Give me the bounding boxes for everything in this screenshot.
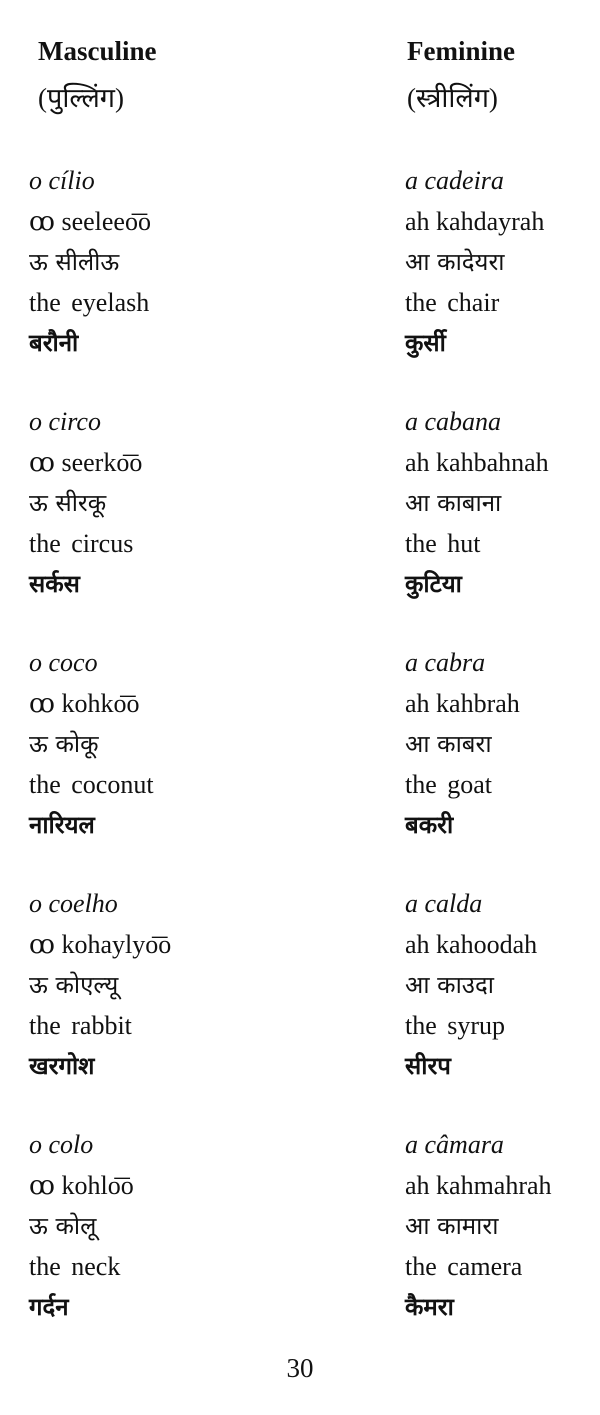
english-word: the circus — [29, 528, 134, 558]
vocab-entry — [405, 402, 600, 605]
hindi-pronunciation: ऊ कोकू — [29, 730, 99, 758]
hindi-word: बरौनी — [29, 329, 79, 357]
hindi-word: नारियल — [29, 811, 95, 839]
hindi-word: बकरी — [405, 811, 454, 839]
vocab-entry — [405, 161, 600, 364]
vocab-entry — [29, 161, 329, 364]
column-title: Feminine — [407, 36, 515, 66]
hindi-word: कैमरा — [405, 1293, 454, 1321]
english-word: the coconut — [29, 769, 154, 799]
pronunciation: ah kahmahrah — [405, 1170, 552, 1200]
hindi-pronunciation: आ कामारा — [405, 1212, 499, 1240]
english-word: the neck — [29, 1251, 121, 1281]
english-word: the goat — [405, 769, 493, 799]
hindi-pronunciation: ऊ सीलीऊ — [29, 248, 120, 276]
portuguese-word: o circo — [29, 407, 101, 436]
vocab-entry — [29, 1125, 329, 1328]
pronunciation: ah kahdayrah — [405, 206, 545, 236]
vocab-entry — [29, 643, 329, 846]
hindi-pronunciation: ऊ सीरकू — [29, 489, 107, 517]
pronunciation: ꝏ kohko͞o — [29, 688, 140, 718]
pronunciation: ꝏ kohaylyo͞o — [29, 929, 172, 959]
hindi-word: सीरप — [405, 1052, 451, 1080]
portuguese-word: o colo — [29, 1130, 94, 1159]
english-word: the hut — [405, 528, 481, 558]
portuguese-word: o cílio — [29, 166, 95, 195]
vocab-entry — [405, 884, 600, 1087]
portuguese-word: a calda — [405, 889, 483, 918]
hindi-word: गर्दन — [29, 1293, 69, 1321]
hindi-word: खरगोश — [29, 1052, 95, 1080]
portuguese-word: a cadeira — [405, 166, 504, 195]
portuguese-word: o coelho — [29, 889, 118, 918]
page-number: 30 — [286, 1353, 314, 1383]
column-title: Masculine — [38, 36, 157, 66]
hindi-word: सर्कस — [29, 570, 80, 598]
hindi-pronunciation: आ काबरा — [405, 730, 492, 758]
pronunciation: ꝏ kohlo͞o — [29, 1170, 134, 1200]
hindi-pronunciation: ऊ कोएल्यू — [29, 971, 119, 999]
pronunciation: ah kahbahnah — [405, 447, 549, 477]
portuguese-word: a câmara — [405, 1130, 504, 1159]
english-word: the camera — [405, 1251, 523, 1281]
column-subtitle: (स्त्रीलिंग) — [407, 83, 498, 113]
english-word: the rabbit — [29, 1010, 132, 1040]
portuguese-word: a cabra — [405, 648, 486, 677]
pronunciation: ah kahbrah — [405, 688, 520, 718]
hindi-pronunciation: आ काउदा — [405, 971, 494, 999]
hindi-word: कुटिया — [405, 570, 462, 598]
pronunciation: ꝏ seerko͞o — [29, 447, 143, 477]
hindi-pronunciation: आ काबाना — [405, 489, 502, 517]
english-word: the eyelash — [29, 287, 150, 317]
hindi-pronunciation: आ कादेयरा — [405, 248, 505, 276]
vocab-entry — [405, 643, 600, 846]
vocab-entry — [29, 402, 329, 605]
hindi-pronunciation: ऊ कोलू — [29, 1212, 97, 1240]
hindi-word: कुर्सी — [405, 329, 446, 357]
column-subtitle: (पुल्लिंग) — [38, 83, 124, 113]
vocab-entry — [405, 1125, 600, 1328]
english-word: the chair — [405, 287, 500, 317]
pronunciation: ꝏ seeleeo͞o — [29, 206, 151, 236]
english-word: the syrup — [405, 1010, 506, 1040]
portuguese-word: o coco — [29, 648, 98, 677]
pronunciation: ah kahoodah — [405, 929, 538, 959]
vocab-entry — [29, 884, 329, 1087]
portuguese-word: a cabana — [405, 407, 502, 436]
